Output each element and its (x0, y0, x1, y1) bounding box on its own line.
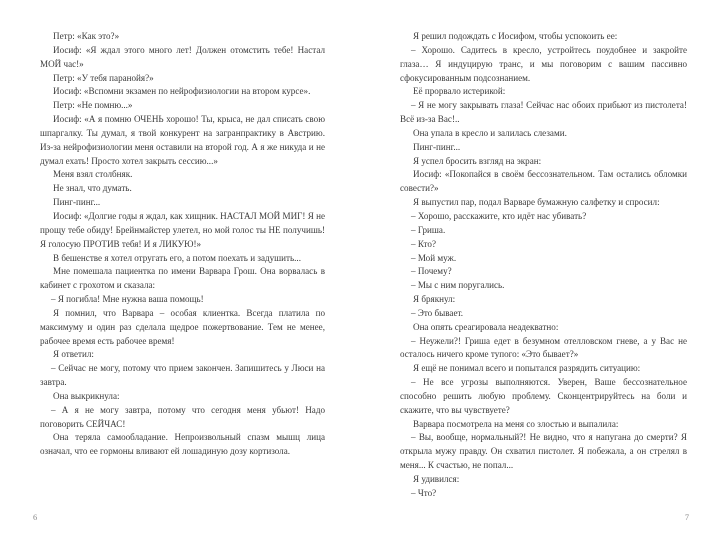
left-page-paragraph: Я ответил: (53, 349, 94, 360)
right-page-paragraph: Пинг-пинг... (413, 141, 461, 152)
right-page-paragraph: Иосиф: «Покопайся в своём бессознательном. Там остались обломки совести?» (400, 169, 687, 194)
left-page-paragraph: Петр: «У тебя паранойя?» (53, 72, 154, 83)
right-page-paragraph: Я выпустил пар, подал Варваре бумажную салфетку и спросил: (413, 197, 660, 208)
page-number-right: 7 (684, 512, 689, 522)
left-page-paragraph: Мне помешала пациентка по имени Варвара Грош. Она ворвалась в кабинет с грохотом и сказала: (40, 266, 325, 291)
right-page-paragraph: – Кто? (411, 238, 436, 249)
left-page-paragraph: Петр: «Как это?» (53, 31, 120, 41)
right-page-paragraph: – Хорошо, расскажите, кто идёт нас убивать? (411, 210, 587, 221)
left-page-paragraph: Она выкрикнула: (53, 390, 120, 401)
page-right (360, 0, 720, 540)
left-page-paragraph: Я помнил, что Варвара – особая клиентка. Всегда платила по максимуму и один раз сделала щедрое пожертвование. Тем не менее, рабочее время есть рабочее время! (40, 307, 325, 346)
left-page-paragraph: – А я не могу завтра, потому что сегодня меня убьют! Надо поговорить СЕЙЧАС! (40, 404, 325, 429)
right-page-paragraph: – Мы с ним поругались. (411, 280, 505, 291)
left-page-paragraph: В бешенстве я хотел отругать его, а потом поехать и задушить... (53, 252, 301, 263)
page-number-left: 6 (33, 512, 38, 522)
left-page-paragraph: – Я погибла! Мне нужна ваша помощь! (51, 294, 204, 305)
left-page-paragraph: Иосиф: «Вспомни экзамен по нейрофизиологии на втором курсе». (53, 86, 311, 97)
right-page-paragraph: Я ещё не понимал всего и попытался разрядить ситуацию: (413, 363, 641, 374)
right-page-paragraph: Варвара посмотрела на меня со злостью и выпалила: (413, 418, 619, 429)
right-page-paragraph: – Что? (411, 487, 437, 498)
page-right-textblock (400, 30, 687, 501)
right-page-paragraph: Её прорвало истерикой: (413, 86, 506, 97)
left-page-paragraph: Иосиф: «Долгие годы я ждал, как хищник. НАСТАЛ МОЙ МИГ! Я не прощу тебе обиду! Брейнмайстер улетел, но мой голос ты НЕ получишь! Я голосую ПРОТИВ тебя! И я ЛИКУЮ!» (40, 210, 325, 249)
right-page-paragraph: – Неужели?! Гриша едет в безумном отелловском гневе, а у Вас не осталось ничего кроме тупого: «Это бывает?» (400, 335, 687, 360)
right-page-paragraph: – Мой муж. (411, 252, 457, 263)
right-page-paragraph: – Гриша. (411, 224, 446, 235)
left-page-paragraph: Меня взял столбняк. (53, 169, 133, 180)
right-page-paragraph: Она упала в кресло и залилась слезами. (413, 127, 567, 138)
right-page-paragraph: Я брякнул: (413, 294, 456, 305)
right-page-paragraph: Она опять среагировала неадекватно: (413, 321, 559, 332)
right-page-paragraph: – Хорошо. Садитесь в кресло, устройтесь поудобнее и закройте глаза… Я индуцирую транс, и мы поговорим с вашим пассивно сфокусированным подсознанием. (400, 44, 687, 83)
right-page-paragraph: Я решил подождать с Иосифом, чтобы успокоить ее: (413, 31, 618, 41)
right-page-paragraph: – Я не могу закрывать глаза! Сейчас нас обоих прибьют из пистолета! Всё из-за Вас!.. (400, 100, 687, 125)
right-page-paragraph: Я успел бросить взгляд на экран: (413, 155, 542, 166)
right-page-paragraph: – Это бывает. (411, 307, 464, 318)
left-page-paragraph: Она теряла самообладание. Непроизвольный спазм мышц лица означал, что ее гормоны вливают ей лошадиную дозу кортизола. (40, 432, 325, 457)
right-page-paragraph: – Почему? (411, 266, 452, 277)
left-page-paragraph: Не знал, что думать. (53, 183, 132, 194)
left-page-paragraph: Петр: «Не помню...» (53, 100, 133, 111)
left-page-paragraph: Иосиф: «Я ждал этого много лет! Должен отомстить тебе! Настал МОЙ час!» (40, 44, 325, 69)
right-page-paragraph: – Вы, вообще, нормальный?! Не видно, что я напугана до смерти? Я открыла мужу правду. Он схватил пистолет. Я побежала, а он стрелял в меня... К счастью, не попал... (400, 432, 687, 471)
left-page-paragraph: Пинг-пинг... (53, 197, 101, 208)
page-left-textblock (40, 30, 325, 459)
right-page-paragraph: Я удивился: (413, 474, 460, 484)
left-page-paragraph: – Сейчас не могу, потому что прием закончен. Запишитесь у Люси на завтра. (40, 363, 325, 388)
right-page-paragraph: – Не все угрозы выполняются. Уверен, Ваше бессознательное способно решить любую проблему. Сконцентрируйтесь на боли и скажите, что вы чувствуете? (400, 377, 687, 415)
left-page-paragraph: Иосиф: «А я помню ОЧЕНЬ хорошо! Ты, крыса, не дал списать свою шпаргалку. Ты думал, я твой конкурент на загранпрактику в Австрию. Из-за нейрофизиологии меня оставили на второй год. А я же никуда и не думал ехать! Просто хотел закрыть сессию...» (40, 114, 325, 166)
